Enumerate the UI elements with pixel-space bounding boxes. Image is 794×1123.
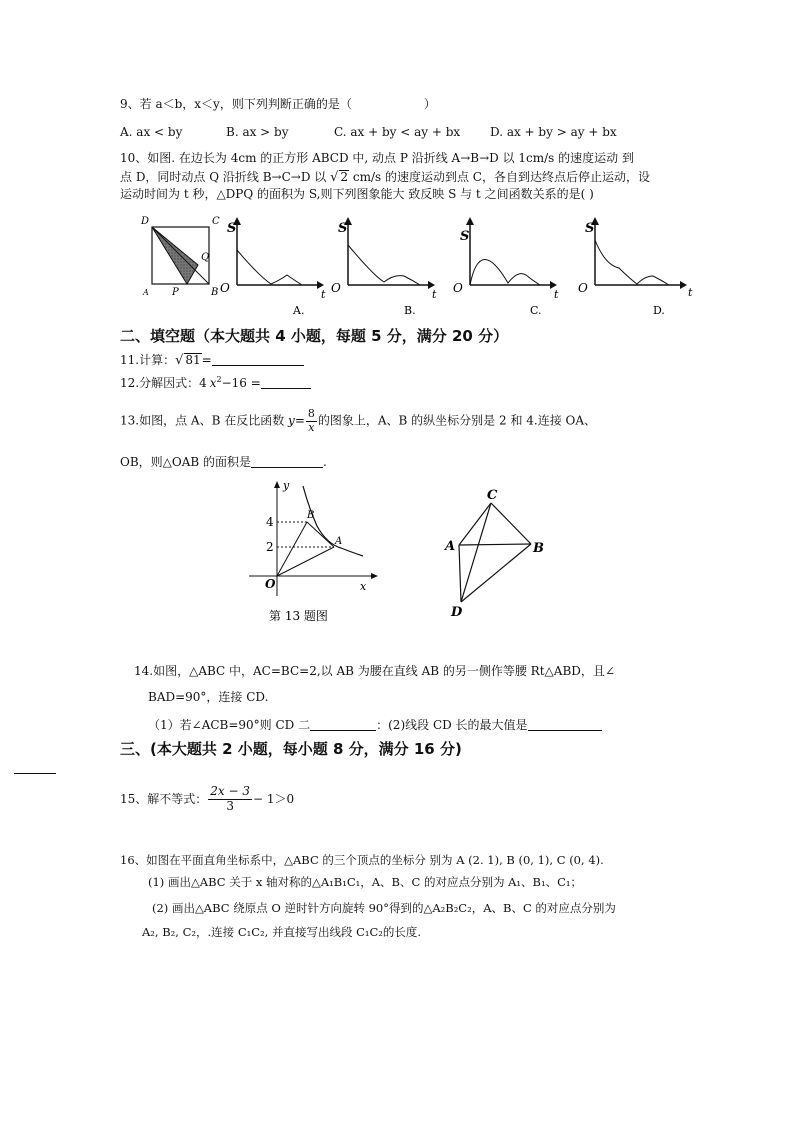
q13-label-x: x [360,580,367,593]
q10-line3: 运动时间为 t 秒，△DPQ 的面积为 S,则下列图象能大 致反映 S 与 t 之间函数关系的是( ) [120,187,594,201]
q10-radicand: 2 [340,170,349,184]
q14-answer-blank-2[interactable] [528,718,602,731]
label-a: A [143,288,149,297]
graph-c-s: S [460,229,470,244]
graph-a-o: O [220,281,230,295]
q12-answer-blank[interactable] [261,376,311,389]
q13-caption: 第 13 题图 [269,609,328,623]
q13-label-o: O [265,577,276,591]
q13-fraction-den: x [308,420,315,434]
q10-line2-b: cm/s 的速度运动到点 C，各自到达终点后停止运动，设 [352,170,650,184]
q13-label-a: A [335,536,343,547]
q13-segment-ab [307,522,334,547]
shaded-triangle-dpq [152,227,198,284]
q14-label-b: B [533,541,544,556]
q11-prefix: 11.计算： [120,353,176,367]
question-15 [120,785,294,814]
graph-d-s: S [585,221,595,236]
label-b: B [211,287,219,298]
q9-option-d: D. ax + by > ay + bx [490,125,617,139]
q10-line2 [120,170,650,184]
question-13-line2 [120,455,327,468]
section-2-heading: 二、填空题（本大题共 4 小题，每题 5 分，满分 20 分） [120,327,509,345]
q14-line3 [148,718,602,731]
q11-radicand: 81 [185,353,201,367]
q16-line4: A₂, B₂, C₂，.连接 C₁C₂, 并直接写出线段 C₁C₂的长度. [142,925,422,939]
graph-d-curve [595,240,669,285]
label-q: Q [201,252,210,263]
q9-option-c: C. ax + by < ay + bx [334,125,461,139]
graph-b-s: S [338,221,348,236]
q12-exponent: 2 [216,375,222,384]
q13-line2-end: . [323,455,327,469]
q10-figure [135,210,705,322]
q11-answer-blank[interactable] [212,353,304,366]
graph-c [453,217,559,317]
q13-label-b: B [307,510,315,521]
q16-line3: (2) 画出△ABC 绕原点 O 逆时针方向旋转 90°得到的△A₂B₂C₂，A、B、C 的对应点分别为 [152,901,616,915]
graph-a-label: A. [293,304,305,317]
q13-label-y: y [283,479,290,492]
q11-equals: = [201,353,212,367]
label-c: C [212,216,220,227]
graph-c-curve [470,259,540,285]
q13-line1-b: 的图象上，A、B 的纵坐标分别是 2 和 4.连接 OA、 [317,413,597,428]
q14-label-d: D [451,605,463,620]
q14-figure [440,485,550,620]
q14-line1: 14.如图，△ABC 中，AC=BC=2,以 AB 为腰在直线 AB 的另一侧作等腰 Rt△ABD，且∠ [134,664,615,678]
graph-b-t: t [432,288,437,301]
graph-a [220,217,326,317]
q9-stem: 9、若 a＜b，x＜y，则下列判断正确的是（ [120,97,352,111]
graph-d-o: O [578,281,588,295]
q15-fraction [208,785,252,814]
q9-option-a: A. ax < by [120,125,183,139]
q14-label-c: C [487,488,498,503]
q13-line2-text: OB，则△OAB 的面积是 [120,455,252,469]
q14-line2: BAD=90°，连接 CD. [148,690,269,704]
q13-func-y: y [288,413,295,428]
q15-numerator: 2x − 3 [210,784,251,798]
label-d: D [141,216,150,227]
q14-answer-blank-1[interactable] [310,718,376,731]
graph-c-label: C. [530,304,542,317]
graph-a-curve [237,250,302,285]
graph-c-o: O [453,281,463,295]
q13-figure [245,478,385,628]
q13-tick-4: 4 [266,515,274,529]
q13-func-eq: = [294,413,305,428]
q16-line2: (1) 画出△ABC 关于 x 轴对称的△A₁B₁C₁，A、B、C 的对应点分别为 A₁、B₁、C₁； [148,875,582,889]
graph-a-s: S [227,221,237,236]
q14-label-a: A [445,539,456,554]
q13-line1-a: 13.如图，点 A、B 在反比函数 [120,413,285,428]
question-9 [120,98,436,110]
q10-line2-a: 点 D，同时动点 Q 沿折线 B→C→D 以 [120,170,327,184]
q14-line3-b: ：(2)线段 CD 长的最大值是 [376,718,528,732]
q16-line1: 16、如图在平面直角坐标系中，△ABC 的三个顶点的坐标分 别为 A (2. 1), B (0, 1), C (0, 4). [120,853,604,867]
graph-b-label: B. [404,304,416,317]
question-12 [120,376,311,389]
q9-option-b: B. ax > by [226,125,289,139]
graph-b-curve [348,245,420,285]
q9-close: ） [423,97,436,111]
q15-denominator: 3 [226,798,234,813]
sqrt-symbol: √ [175,353,184,368]
sqrt-symbol: √ [330,170,339,185]
square-abcd-diagram [140,216,220,298]
graph-d-label: D. [653,304,665,317]
q15-rest: − 1＞0 [253,792,295,807]
graph-c-t: t [554,288,559,301]
q12-prefix: 12.分解因式：4 [120,376,207,390]
q13-fraction-num: 8 [307,407,315,420]
q13-fraction [306,408,317,434]
margin-rule [14,773,56,774]
q14-line3-a: （1）若∠ACB=90°则 CD 二 [148,718,311,732]
q13-tick-2: 2 [266,540,274,554]
q10-line1: 10、如图. 在边长为 4cm 的正方形 ABCD 中, 动点 P 沿折线 A→B→D 以 1cm/s 的速度运动 到 [120,151,634,165]
graph-b [331,217,437,317]
graph-d [578,217,693,317]
section-3-heading: 三、(本大题共 2 小题，每小题 8 分，满分 16 分) [120,740,462,758]
q15-prefix: 15、解不等式： [120,792,208,807]
q14-segment-cd [461,503,491,602]
graph-b-o: O [331,281,341,295]
q13-answer-blank[interactable] [251,455,323,468]
label-p: P [172,287,179,298]
q12-variable: x [209,376,217,390]
question-11 [120,353,304,367]
question-13-line1 [120,408,596,434]
graph-d-t: t [688,286,693,299]
q12-rest: −16 = [221,376,261,390]
graph-a-t: t [321,288,326,301]
